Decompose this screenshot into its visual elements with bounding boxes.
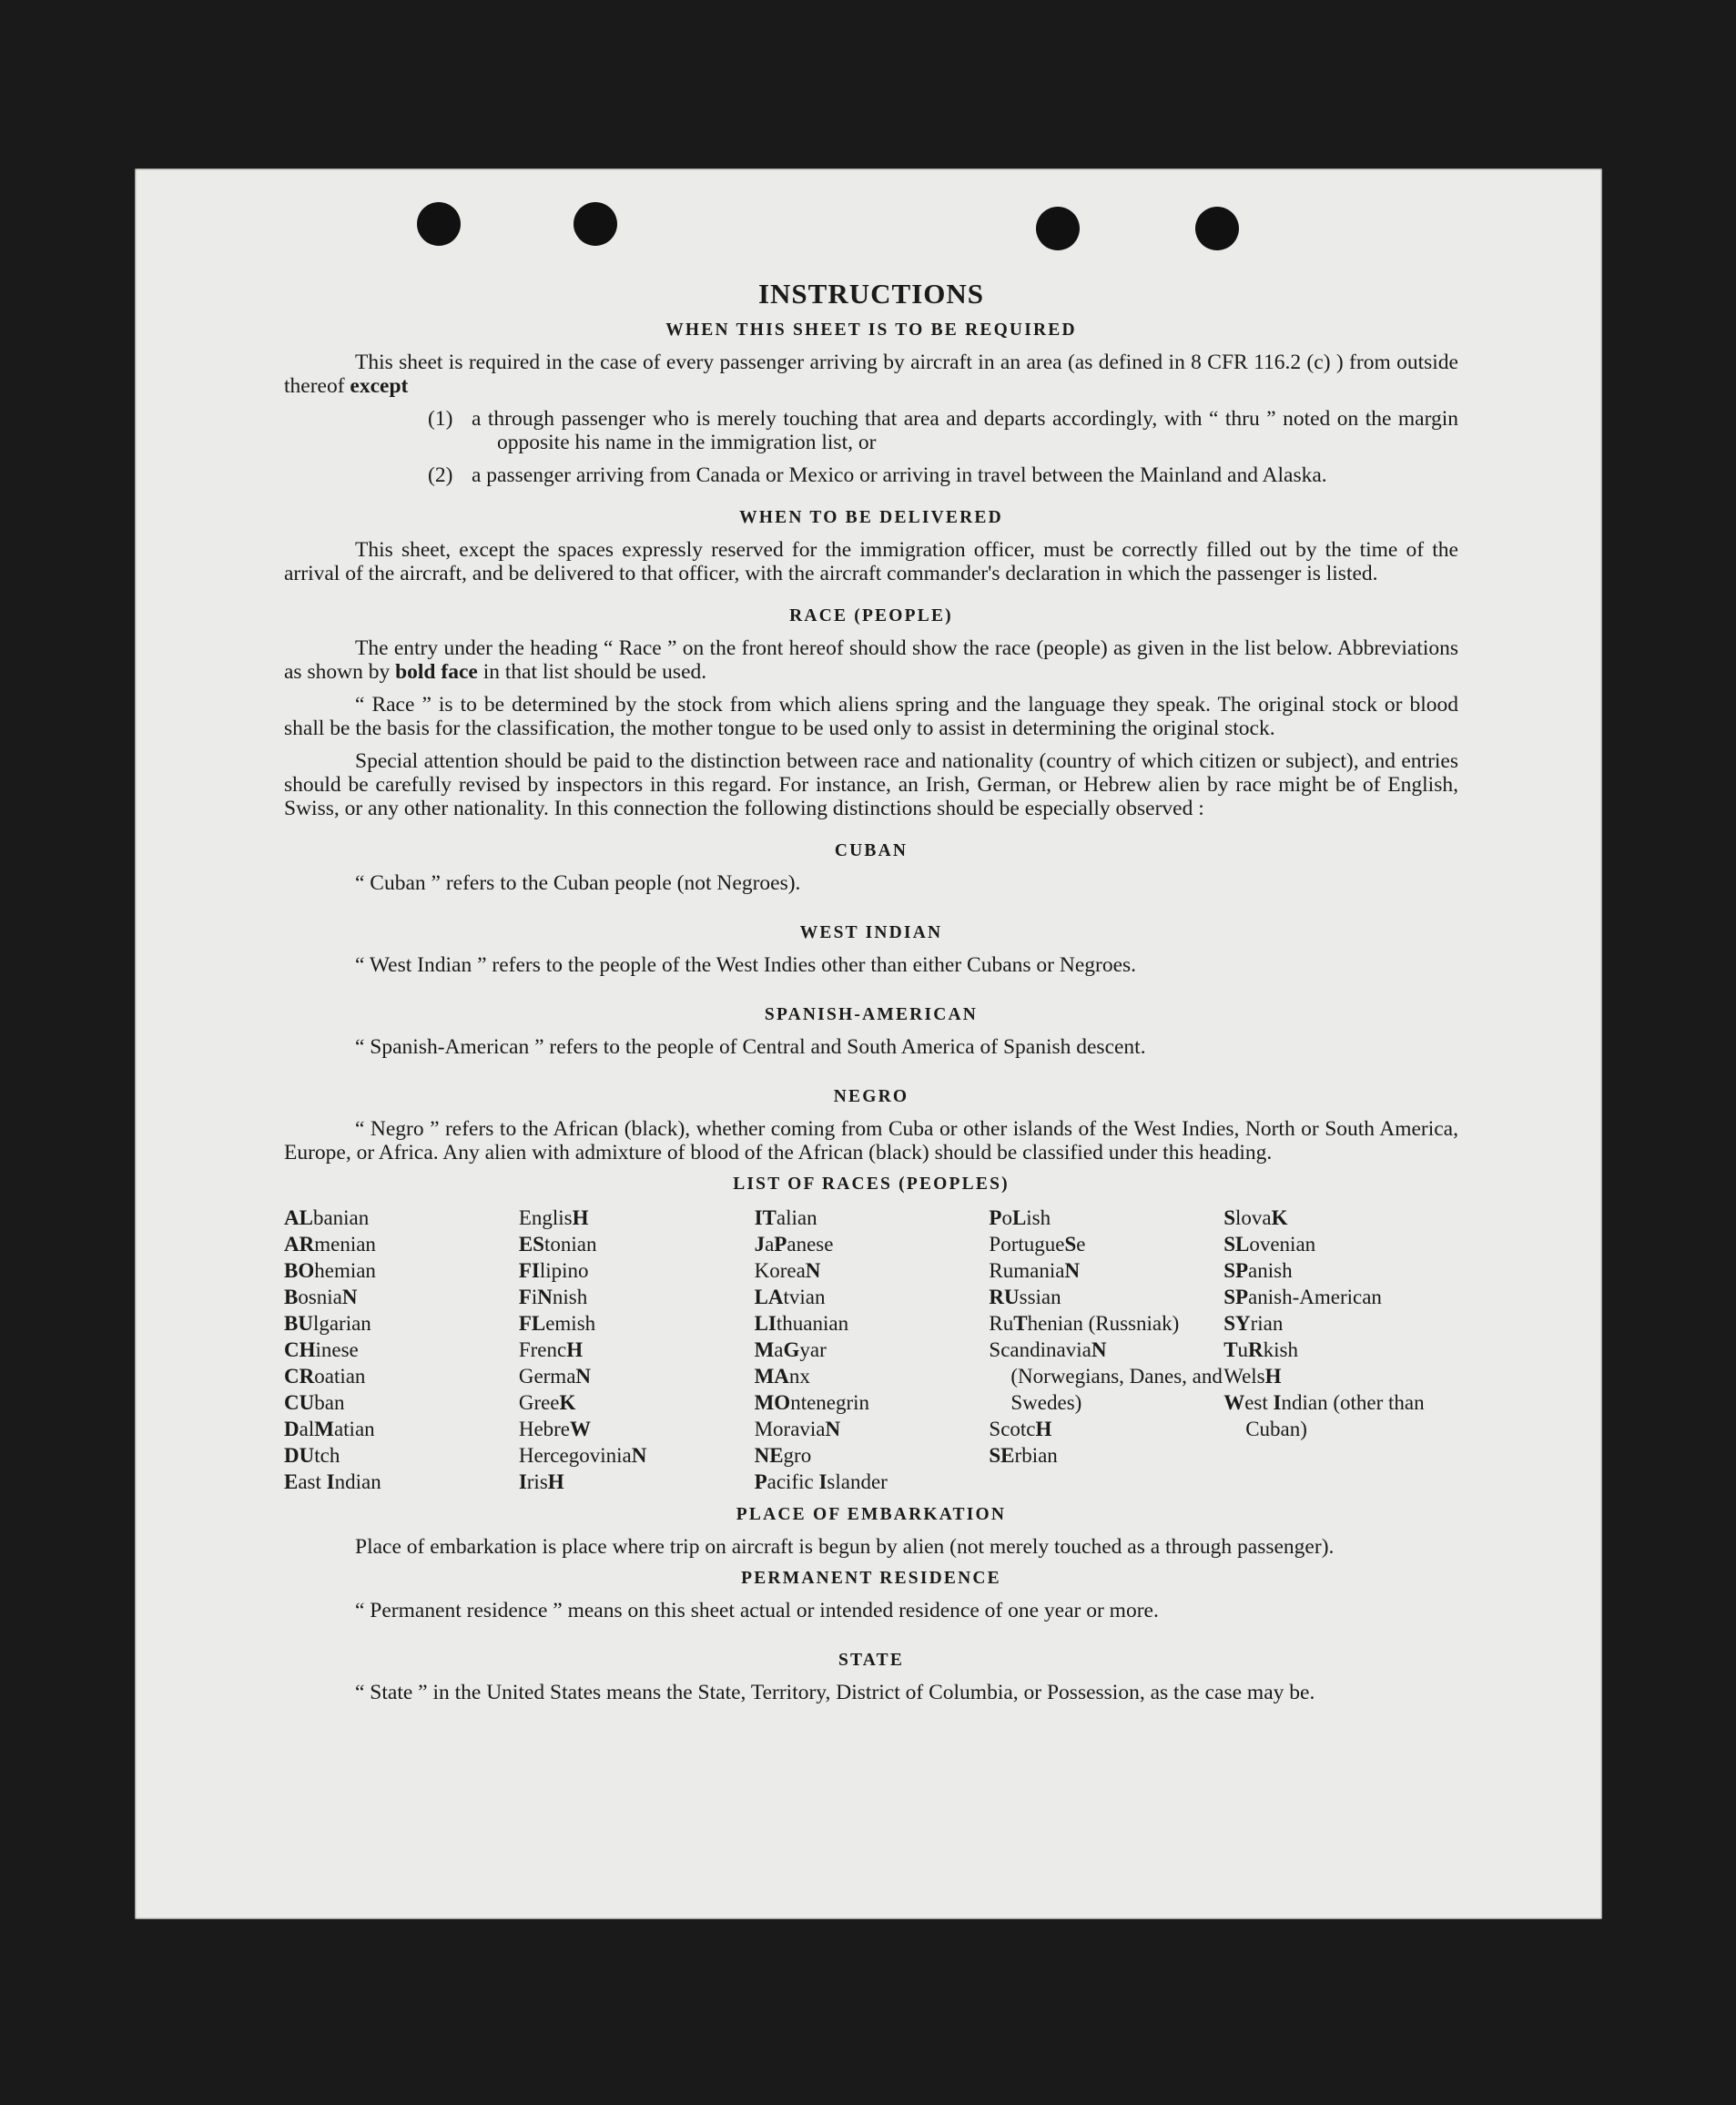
race-abbreviation: LI [754, 1312, 777, 1335]
page-title: INSTRUCTIONS [757, 278, 984, 310]
race-entry [284, 1442, 519, 1469]
race-abbreviation: G [783, 1338, 800, 1361]
race-text: menian [314, 1233, 376, 1256]
race-text: E [518, 1206, 532, 1229]
race-abbreviation: R [1248, 1338, 1264, 1361]
spanish-american-text: “ Spanish-American ” refers to the people of Central and South America of Spanish descent. [355, 1035, 1146, 1059]
race-p1-post: in that list should be used. [482, 660, 707, 684]
race-abbreviation: IT [754, 1206, 777, 1229]
section-heading-embarkation: PLACE OF EMBARKATION [736, 1505, 1007, 1524]
race-entry [755, 1284, 990, 1310]
race-text: anish [1248, 1259, 1293, 1282]
race-text: rbian [1014, 1444, 1058, 1467]
race-text: G [518, 1365, 534, 1388]
race-text: osnia [298, 1286, 342, 1308]
race-text: G [518, 1391, 534, 1414]
race-text: a [774, 1338, 784, 1361]
race-text: R [989, 1259, 1003, 1282]
race-text: S [989, 1338, 1001, 1361]
race-entry [755, 1310, 990, 1337]
race-entry [519, 1231, 755, 1257]
required-intro [284, 351, 1458, 398]
race-entry [519, 1389, 755, 1416]
race-abbreviation: FI [518, 1259, 540, 1282]
race-text: H [518, 1418, 534, 1440]
race-entry [755, 1469, 990, 1495]
race-abbreviation: M [754, 1338, 775, 1361]
race-entry [284, 1337, 519, 1363]
race-abbreviation: AR [284, 1233, 315, 1256]
race-abbreviation: SE [989, 1444, 1015, 1467]
race-abbreviation: W [1223, 1391, 1245, 1414]
race-abbreviation: LA [754, 1286, 784, 1308]
race-abbreviation: P [774, 1233, 787, 1256]
race-abbreviation: N [341, 1286, 358, 1308]
race-entry [519, 1363, 755, 1389]
cuban-text: “ Cuban ” refers to the Cuban people (not Negroes). [355, 871, 801, 895]
race-entry [989, 1442, 1223, 1469]
race-text: ovenian [1249, 1233, 1316, 1256]
race-text: M [754, 1418, 774, 1440]
section-heading-spanish-american: SPANISH-AMERICAN [764, 1005, 979, 1024]
race-abbreviation: P [989, 1206, 1002, 1229]
race-entry [755, 1337, 990, 1363]
race-entry [1223, 1389, 1458, 1442]
race-abbreviation: ES [518, 1233, 544, 1256]
required-item-2 [428, 463, 1458, 487]
race-text: W [1223, 1365, 1243, 1388]
race-entry [519, 1284, 755, 1310]
race-abbreviation: I [518, 1470, 527, 1493]
race-text: slander [827, 1470, 888, 1493]
race-text: umania [1002, 1259, 1065, 1282]
race-entry [1223, 1205, 1458, 1231]
race-text: P [989, 1233, 1001, 1256]
race-abbreviation: MO [754, 1391, 791, 1414]
race-abbreviation: FL [518, 1312, 546, 1335]
race-abbreviation: L [1011, 1206, 1027, 1229]
section-heading-list: LIST OF RACES (PEOPLES) [733, 1175, 1010, 1194]
race-entry [284, 1284, 519, 1310]
race-entry [755, 1231, 990, 1257]
negro-text: “ Negro ” refers to the African (black), whether coming from Cuba or other islands of the West Indies, North or South America, Europe, or Africa. Any alien with admixture of blood of the African (black) should be classified under this heading. [284, 1117, 1458, 1164]
delivered-text: This sheet, except the spaces expressly reserved for the immigration officer, must be correctly filled out by the time of the arrival of the aircraft, and be delivered to that officer, with the aircraft commander's declaration in which the passenger is listed. [284, 538, 1458, 585]
embarkation-text: Place of embarkation is place where trip on aircraft is begun by alien (not merely touched as a through passenger). [355, 1535, 1335, 1559]
race-entry [989, 1337, 1223, 1416]
race-abbreviation: SP [1223, 1259, 1249, 1282]
race-entry [519, 1257, 755, 1284]
race-entry [755, 1363, 990, 1389]
race-text: tch [314, 1444, 340, 1467]
race-abbreviation: I [818, 1470, 827, 1493]
race-abbreviation: F [518, 1286, 532, 1308]
race-text: ris [526, 1470, 548, 1493]
section-heading-race: RACE (PEOPLE) [789, 606, 953, 625]
race-text: lipino [539, 1259, 589, 1282]
race-text: cotc [1000, 1418, 1036, 1440]
race-text: hemian [314, 1259, 376, 1282]
race-abbreviation: T [1013, 1312, 1028, 1335]
race-text: atian [333, 1418, 375, 1440]
race-text: anish-American [1248, 1286, 1382, 1308]
race-entry [519, 1442, 755, 1469]
race-text: ercegovinia [533, 1444, 632, 1467]
race-p1-bold: bold face [395, 660, 478, 684]
required-intro-text: This sheet is required in the case of every passenger arriving by aircraft in an area (as defined in 8 CFR 116.2 (c) ) from outside thereof [284, 351, 1458, 398]
race-column [519, 1205, 755, 1495]
race-text: thuanian [776, 1312, 849, 1335]
race-abbreviation: S [1223, 1206, 1235, 1229]
race-text: ortugue [1000, 1233, 1065, 1256]
race-abbreviation: H [1264, 1365, 1282, 1388]
race-abbreviation: T [1223, 1338, 1238, 1361]
required-item-1 [428, 407, 1458, 454]
race-text: tonian [543, 1233, 597, 1256]
race-abbreviation: N [825, 1418, 841, 1440]
race-abbreviation: K [1271, 1206, 1288, 1229]
section-heading-cuban: CUBAN [834, 841, 909, 860]
race-entry [519, 1205, 755, 1231]
race-entry [284, 1469, 519, 1495]
race-entry [519, 1337, 755, 1363]
section-heading-delivered: WHEN TO BE DELIVERED [739, 508, 1003, 527]
race-abbreviation: H [547, 1470, 564, 1493]
race-abbreviation: E [284, 1470, 299, 1493]
race-text: nx [788, 1365, 810, 1388]
race-abbreviation: CR [284, 1365, 315, 1388]
west-indian-text: “ West Indian ” refers to the people of the West Indies other than either Cubans or Negroes. [355, 953, 1137, 977]
race-text: ish [1026, 1206, 1051, 1229]
race-abbreviation: NE [754, 1444, 784, 1467]
race-column [755, 1205, 990, 1495]
race-abbreviation: AL [284, 1206, 313, 1229]
item-number: (2) [428, 463, 453, 487]
race-abbreviation: DU [284, 1444, 315, 1467]
race-text: emish [545, 1312, 596, 1335]
race-entry [989, 1257, 1223, 1284]
race-entry [989, 1310, 1223, 1337]
race-entry [1223, 1337, 1458, 1363]
race-abbreviation: K [559, 1391, 576, 1414]
race-text: ssian [1019, 1286, 1061, 1308]
race-text: oatian [314, 1365, 366, 1388]
race-abbreviation: J [754, 1233, 766, 1256]
punch-hole [1195, 207, 1239, 250]
race-entry [989, 1205, 1223, 1231]
instructions-content [284, 278, 1458, 1704]
state-text: “ State ” in the United States means the State, Territory, District of Columbia, or Possession, as the case may be. [355, 1681, 1315, 1704]
race-entry [1223, 1257, 1458, 1284]
race-text: R [989, 1312, 1003, 1335]
race-abbreviation: SP [1223, 1286, 1249, 1308]
race-text: ree [533, 1391, 560, 1414]
race-entry [755, 1257, 990, 1284]
race-abbreviation: D [284, 1418, 299, 1440]
race-abbreviation: BO [284, 1259, 315, 1282]
race-abbreviation: I [326, 1470, 335, 1493]
race-text: H [518, 1444, 534, 1467]
race-text: S [989, 1418, 1001, 1440]
race-text: orea [769, 1259, 806, 1282]
race-entry [284, 1231, 519, 1257]
race-abbreviation: I [1273, 1391, 1282, 1414]
race-text: nglis [531, 1206, 573, 1229]
item-text: a passenger arriving from Canada or Mexico or arriving in travel between the Mainland and Alaska. [472, 463, 1327, 487]
section-heading-state: STATE [838, 1651, 905, 1670]
race-entry [989, 1284, 1223, 1310]
race-text: u [1237, 1338, 1249, 1361]
race-abbreviation: CH [284, 1338, 316, 1361]
race-entry [755, 1442, 990, 1469]
race-entry [519, 1310, 755, 1337]
race-abbreviation: B [284, 1286, 299, 1308]
race-abbreviation: SL [1223, 1233, 1250, 1256]
race-entry [755, 1389, 990, 1416]
race-text: est [1244, 1391, 1274, 1414]
required-intro-bold: except [350, 374, 409, 398]
race-entry [284, 1257, 519, 1284]
race-entry [1223, 1231, 1458, 1257]
race-abbreviation: CU [284, 1391, 315, 1414]
race-column [284, 1205, 519, 1495]
race-text: rian [1250, 1312, 1284, 1335]
race-text: anese [787, 1233, 834, 1256]
race-text: inese [315, 1338, 359, 1361]
race-text: a [765, 1233, 775, 1256]
race-paragraph-2: “ Race ” is to be determined by the stock from which aliens spring and the language they speak. The original stock or blood shall be the basis for the classification, the mother tongue to be used only to assist in determining the original stock. [284, 693, 1458, 740]
race-text: alian [776, 1206, 817, 1229]
race-abbreviation: SY [1223, 1312, 1251, 1335]
race-paragraph-1 [284, 636, 1458, 684]
document-sheet [135, 168, 1602, 1919]
race-abbreviation: N [631, 1444, 647, 1467]
race-abbreviation: N [1091, 1338, 1107, 1361]
race-abbreviation: N [1064, 1259, 1081, 1282]
race-text: tvian [783, 1286, 826, 1308]
race-abbreviation: BU [284, 1312, 313, 1335]
race-text: lova [1235, 1206, 1272, 1229]
race-text: kish [1263, 1338, 1299, 1361]
race-text: K [754, 1259, 770, 1282]
race-text: acific [766, 1470, 819, 1493]
race-entry [989, 1416, 1223, 1442]
race-text: u [1002, 1312, 1014, 1335]
race-abbreviation: H [566, 1338, 584, 1361]
race-text: ebre [533, 1418, 571, 1440]
race-text: ndian [334, 1470, 381, 1493]
race-text: ndian (other than Cuban) [1245, 1391, 1425, 1440]
race-text: (Norwegians, Danes, and Swedes) [1010, 1365, 1223, 1414]
race-p1-text: The entry under the heading “ Race ” on the front hereof should show the race (people) as given in the list below. Abbreviations as shown by [284, 636, 1458, 684]
race-text: oravia [773, 1418, 826, 1440]
section-heading-residence: PERMANENT RESIDENCE [741, 1569, 1001, 1588]
race-entry [1223, 1310, 1458, 1337]
race-abbreviation: N [575, 1365, 592, 1388]
race-abbreviation: H [1035, 1418, 1052, 1440]
race-text: ntenegrin [790, 1391, 870, 1414]
race-entry [755, 1416, 990, 1442]
race-abbreviation: M [314, 1418, 334, 1440]
race-text: ast [298, 1470, 327, 1493]
race-text: renc [530, 1338, 567, 1361]
race-entry [284, 1416, 519, 1442]
race-text: ban [314, 1391, 345, 1414]
race-text: yar [799, 1338, 827, 1361]
race-text: F [518, 1338, 531, 1361]
race-text: e [1076, 1233, 1086, 1256]
item-number: (1) [428, 407, 453, 431]
race-text: i [531, 1286, 538, 1308]
race-entry [284, 1363, 519, 1389]
race-column [989, 1205, 1223, 1495]
race-text: al [299, 1418, 315, 1440]
race-entry [284, 1310, 519, 1337]
punch-hole [1036, 207, 1080, 250]
race-abbreviation: MA [754, 1365, 789, 1388]
race-abbreviation: S [1064, 1233, 1077, 1256]
race-text: candinavia [1000, 1338, 1091, 1361]
race-abbreviation: W [570, 1418, 592, 1440]
section-heading-required: WHEN THIS SHEET IS TO BE REQUIRED [665, 320, 1077, 340]
race-paragraph-3: Special attention should be paid to the distinction between race and nationality (country of which citizen or subject), and entries should be carefully revised by inspectors in this regard. For instance, an Irish, German, or Hebrew alien by race might be of English, Swiss, or any other nationality. In this connection the following distinctions should be especially observed : [284, 749, 1458, 820]
race-abbreviation: N [805, 1259, 821, 1282]
race-abbreviation: N [537, 1286, 553, 1308]
race-entry [755, 1205, 990, 1231]
race-entry [989, 1231, 1223, 1257]
race-entry [284, 1389, 519, 1416]
race-text: henian (Russniak) [1027, 1312, 1180, 1335]
race-text: lgarian [312, 1312, 371, 1335]
race-text: gro [783, 1444, 812, 1467]
race-abbreviation: RU [989, 1286, 1020, 1308]
race-list [284, 1205, 1458, 1495]
race-column [1223, 1205, 1458, 1495]
race-abbreviation: P [754, 1470, 767, 1493]
punch-hole [574, 202, 617, 246]
punch-hole [417, 202, 461, 246]
race-entry [1223, 1363, 1458, 1389]
race-text: erma [533, 1365, 576, 1388]
race-entry [1223, 1284, 1458, 1310]
race-text: banian [312, 1206, 370, 1229]
race-text: o [1001, 1206, 1012, 1229]
race-entry [284, 1205, 519, 1231]
section-heading-west-indian: WEST INDIAN [799, 923, 943, 942]
race-entry [519, 1469, 755, 1495]
race-text: els [1242, 1365, 1265, 1388]
race-entry [519, 1416, 755, 1442]
item-text: a through passenger who is merely touching that area and departs accordingly, with “ thru ” noted on the margin opposite his name in the immigration list, or [472, 407, 1458, 454]
section-heading-negro: NEGRO [833, 1087, 909, 1106]
residence-text: “ Permanent residence ” means on this sheet actual or intended residence of one year or more. [355, 1599, 1159, 1622]
race-text: nish [552, 1286, 588, 1308]
race-abbreviation: H [572, 1206, 589, 1229]
